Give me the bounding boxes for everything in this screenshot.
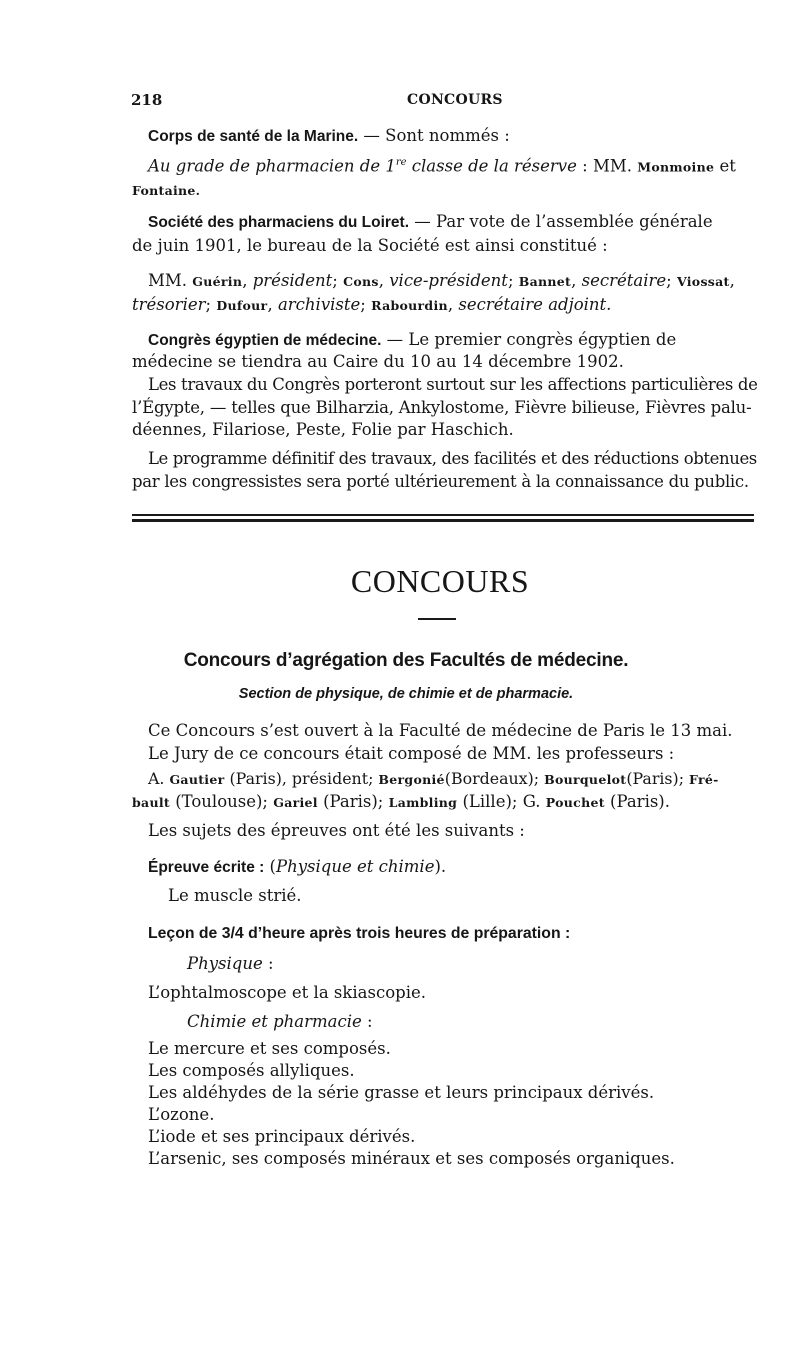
egypt-text-1: — Le premier congrès égyptien de	[381, 330, 677, 349]
epreuve-paren-close: ).	[434, 857, 447, 876]
role-secretaire: secrétaire	[581, 271, 667, 290]
marine-paragraph-line-2	[148, 157, 736, 176]
marine-name-monmoine: Monmoine	[637, 159, 715, 175]
physique-item: L’ophtalmoscope et la skiascopie.	[148, 983, 426, 1002]
name-dufour: Dufour	[216, 298, 268, 313]
marine-grade-sup: re	[395, 157, 407, 168]
marine-et: et	[714, 156, 736, 176]
name-guerin: Guérin	[192, 274, 243, 289]
list-item: L’arsenic, ses composés minéraux et ses composés organiques.	[148, 1149, 675, 1168]
name-viossat: Viossat	[676, 274, 730, 289]
name-rabourdin: Rabourdin	[371, 298, 448, 313]
egypt-line-1	[148, 331, 676, 350]
list-item: Le mercure et ses composés.	[148, 1039, 391, 1058]
section-divider-bottom	[132, 519, 754, 522]
physique-label: Physique	[187, 954, 263, 973]
lecon-title-text: Leçon de 3/4 d’heure après trois heures de préparation :	[148, 925, 571, 942]
bureau-mm: MM.	[148, 271, 193, 290]
jury-lambling-rest: (Lille); G.	[457, 792, 546, 811]
section-title: Section de physique, de chimie et de pharmacie.	[238, 686, 574, 702]
loiret-line-1	[148, 213, 713, 232]
jury-bergonie: Bergonié	[378, 772, 445, 787]
jury-line-1	[148, 770, 719, 788]
jury-gautier: Gautier	[169, 772, 225, 787]
bureau-line-2: trésorier; Dufour, archiviste; Rabourdin, secrétaire adjoint.	[132, 295, 612, 314]
name-cons: Cons	[343, 274, 379, 289]
epreuve-answer: Le muscle strié.	[168, 886, 302, 905]
jury-gautier-rest: (Paris), président;	[224, 769, 379, 788]
marine-grade: Au grade de pharmacien de 1	[148, 156, 396, 176]
marine-text: — Sont nommés :	[358, 126, 510, 145]
chimie-colon: :	[361, 1012, 373, 1031]
marine-mm: : MM.	[576, 156, 638, 176]
jury-gariel-rest: (Paris);	[317, 792, 389, 811]
list-item: Les composés allyliques.	[148, 1061, 355, 1080]
role-secretaire-adjoint: secrétaire adjoint.	[458, 295, 612, 314]
egypt-title: Congrès égyptien de médecine.	[148, 332, 382, 349]
egypt-line-7: par les congressistes sera porté ultérieurement à la connaissance du public.	[132, 472, 749, 491]
chimie-heading	[187, 1013, 373, 1032]
marine-paragraph-line-1	[148, 127, 510, 146]
epreuve-title: Épreuve écrite :	[148, 859, 265, 876]
physique-colon: :	[262, 954, 274, 973]
jury-initial-a: A.	[148, 769, 170, 788]
role-president: président	[252, 271, 333, 290]
concours-p2: Le Jury de ce concours était composé de MM. les professeurs :	[148, 744, 675, 763]
jury-pouchet-rest: (Paris).	[604, 792, 670, 811]
heading-underline	[418, 618, 456, 620]
physique-heading	[187, 955, 274, 974]
jury-bault: bault	[132, 795, 170, 810]
loiret-title: Société des pharmaciens du Loiret.	[148, 214, 409, 231]
role-archiviste: archiviste	[277, 295, 361, 314]
jury-gariel: Gariel	[273, 795, 318, 810]
egypt-line-3: Les travaux du Congrès porteront surtout sur les affections particulières de	[148, 375, 758, 394]
egypt-line-2: médecine se tiendra au Caire du 10 au 14 décembre 1902.	[132, 352, 624, 371]
marine-name-fontaine: Fontaine.	[132, 183, 201, 198]
epreuve-paren-open: (	[264, 857, 276, 876]
jury-bault-rest: (Toulouse);	[169, 792, 274, 811]
jury-bergonie-rest: (Bordeaux);	[444, 769, 545, 788]
running-title: CONCOURS	[407, 92, 503, 108]
section-divider-top	[132, 514, 754, 516]
marine-paragraph-line-3	[132, 181, 200, 199]
bureau-line-1: MM. Guérin, président; Cons, vice-président; Bannet, secrétaire; Viossat,	[148, 271, 735, 290]
loiret-text-1: — Par vote de l’assemblée générale	[409, 212, 713, 231]
lecon-title	[148, 924, 570, 943]
jury-line-2	[132, 793, 670, 812]
jury-bourquelot: Bourquelot	[544, 772, 627, 787]
list-item: L’ozone.	[148, 1105, 215, 1124]
jury-lambling: Lambling	[388, 795, 458, 810]
egypt-line-5: déennes, Filariose, Peste, Folie par Haschich.	[132, 420, 514, 439]
list-item: L’iode et ses principaux dérivés.	[148, 1127, 416, 1146]
epreuve-subject: Physique et chimie	[276, 857, 435, 876]
marine-title: Corps de santé de la Marine.	[148, 128, 359, 145]
concours-heading: CONCOURS	[350, 563, 530, 599]
epreuve-line	[148, 858, 446, 877]
jury-pouchet: Pouchet	[545, 795, 605, 810]
jury-bourquelot-rest: (Paris);	[626, 769, 690, 788]
page-number: 218	[131, 91, 163, 109]
loiret-line-2: de juin 1901, le bureau de la Société est ainsi constitué :	[132, 236, 608, 255]
sujets-line: Les sujets des épreuves ont été les suivants :	[148, 821, 525, 840]
egypt-line-4: l’Égypte, — telles que Bilharzia, Ankylostome, Fièvre bilieuse, Fièvres palu-	[132, 398, 752, 417]
jury-fre: Fré-	[689, 772, 719, 787]
role-vice-president: vice-président	[389, 271, 508, 290]
egypt-line-6: Le programme définitif des travaux, des facilités et des réductions obtenues	[148, 449, 757, 468]
list-item: Les aldéhydes de la série grasse et leurs principaux dérivés.	[148, 1083, 655, 1102]
concours-p1: Ce Concours s’est ouvert à la Faculté de médecine de Paris le 13 mai.	[148, 721, 733, 740]
chimie-label: Chimie et pharmacie	[187, 1012, 362, 1031]
agregation-subheading: Concours d’agrégation des Facultés de médecine.	[183, 650, 629, 671]
role-tresorier: trésorier	[132, 295, 206, 314]
marine-class: classe de la réserve	[406, 156, 577, 176]
name-bannet: Bannet	[518, 274, 572, 289]
